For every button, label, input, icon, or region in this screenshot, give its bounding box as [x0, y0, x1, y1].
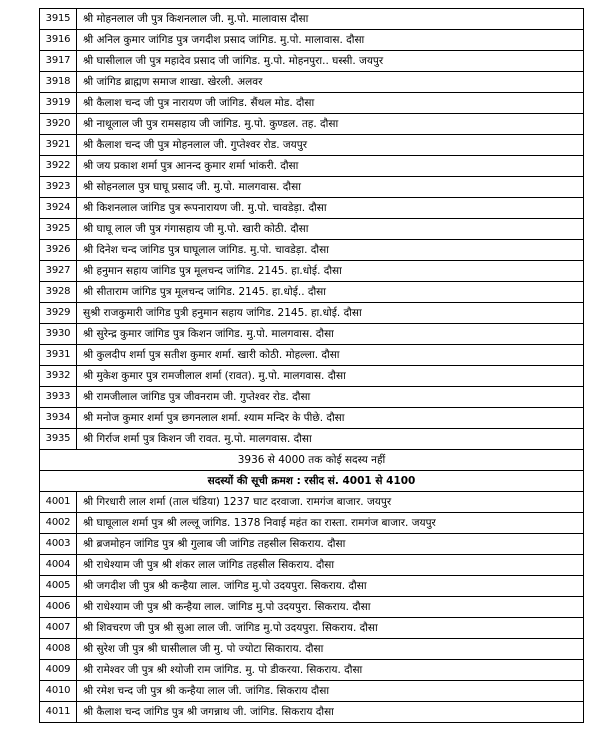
- receipt-number: 4010: [40, 681, 77, 702]
- table-row: [40, 30, 584, 51]
- table-row: [40, 282, 584, 303]
- table-row: [40, 576, 584, 597]
- member-details: श्री रमेश चन्द जी पुत्र श्री कन्हैया लाल जी. जांगिड. सिकराय दौसा: [77, 681, 584, 702]
- table-row: [40, 534, 584, 555]
- table-row: [40, 366, 584, 387]
- receipt-number: 3922: [40, 156, 77, 177]
- member-details: श्री मुकेश कुमार पुत्र रामजीलाल शर्मा (रावत). मु.पो. मालगवास. दौसा: [77, 366, 584, 387]
- member-details: श्री शिवचरण जी पुत्र श्री सुआ लाल जी. जांगिड मु.पो उदयपुरा. सिकराय. दौसा: [77, 618, 584, 639]
- member-details: श्री घासीलाल जी पुत्र महादेव प्रसाद जी जांगिड. मु.पो. मोहनपुरा.. घस्सी. जयपुर: [77, 51, 584, 72]
- receipt-number: 3935: [40, 429, 77, 450]
- note-row: [40, 450, 584, 471]
- table-row: [40, 135, 584, 156]
- table-row: [40, 198, 584, 219]
- member-details: श्री गिर्राज शर्मा पुत्र किशन जी रावत. मु.पो. मालगवास. दौसा: [77, 429, 584, 450]
- table-row: [40, 9, 584, 30]
- table-row: [40, 681, 584, 702]
- member-details: श्री राधेश्याम जी पुत्र श्री कन्हैया लाल. जांगिड मु.पो उदयपुरा. सिकराय. दौसा: [77, 597, 584, 618]
- table-row: [40, 177, 584, 198]
- member-details: श्री जांगिड ब्राह्मण समाज शाखा. खेरली. अलवर: [77, 72, 584, 93]
- note-no-members: 3936 से 4000 तक कोई सदस्य नहीं: [40, 450, 584, 471]
- table-row: [40, 219, 584, 240]
- receipt-number: 3934: [40, 408, 77, 429]
- table-row: [40, 240, 584, 261]
- member-details: श्री सोहनलाल पुत्र घाघू प्रसाद जी. मु.पो. मालगवास. दौसा: [77, 177, 584, 198]
- table-row: [40, 513, 584, 534]
- member-details: श्री राधेश्याम जी पुत्र श्री शंकर लाल जांगिड तहसील सिकराय. दौसा: [77, 555, 584, 576]
- member-details: श्री रामेश्वर जी पुत्र श्री श्योजी राम जांगिड. मु. पो डीकरया. सिकराय. दौसा: [77, 660, 584, 681]
- receipt-number: 3917: [40, 51, 77, 72]
- section-heading: सदस्यों की सूची क्रमश : रसीद सं. 4001 से 4100: [40, 471, 584, 492]
- table-row: [40, 702, 584, 723]
- receipt-number: 3932: [40, 366, 77, 387]
- receipt-number: 4005: [40, 576, 77, 597]
- member-details: श्री सुरेन्द्र कुमार जांगिड पुत्र किशन जांगिड. मु.पो. मालगवास. दौसा: [77, 324, 584, 345]
- receipt-number: 3915: [40, 9, 77, 30]
- member-details: श्री सीताराम जांगिड पुत्र मूलचन्द जांगिड. 2145. हा.धोई.. दौसा: [77, 282, 584, 303]
- receipt-number: 4009: [40, 660, 77, 681]
- table-row: [40, 72, 584, 93]
- receipt-number: 3924: [40, 198, 77, 219]
- receipt-number: 4007: [40, 618, 77, 639]
- receipt-number: 3933: [40, 387, 77, 408]
- receipt-number: 4008: [40, 639, 77, 660]
- member-details: श्री जय प्रकाश शर्मा पुत्र आनन्द कुमार शर्मा भांकरी. दौसा: [77, 156, 584, 177]
- table-row: [40, 555, 584, 576]
- table-row: [40, 618, 584, 639]
- member-details: श्री कुलदीप शर्मा पुत्र सतीश कुमार शर्मा. खारी कोठी. मोहल्ला. दौसा: [77, 345, 584, 366]
- member-details: सुश्री राजकुमारी जांगिड पुत्री हनुमान सहाय जांगिड. 2145. हा.धोई. दौसा: [77, 303, 584, 324]
- receipt-number: 3930: [40, 324, 77, 345]
- member-details: श्री दिनेश चन्द जांगिड पुत्र घाघूलाल जांगिड. मु.पो. चावडेड़ा. दौसा: [77, 240, 584, 261]
- member-list-page: [39, 8, 583, 723]
- receipt-number: 3928: [40, 282, 77, 303]
- table-row: [40, 660, 584, 681]
- receipt-number: 3926: [40, 240, 77, 261]
- table-row: [40, 156, 584, 177]
- member-details: श्री अनिल कुमार जांगिड पुत्र जगदीश प्रसाद जांगिड. मु.पो. मालावास. दौसा: [77, 30, 584, 51]
- member-details: श्री जगदीश जी पुत्र श्री कन्हैया लाल. जांगिड मु.पो उदयपुरा. सिकराय. दौसा: [77, 576, 584, 597]
- member-details: श्री कैलाश चन्द जी पुत्र नारायण जी जांगिड. सैंथल मोड. दौसा: [77, 93, 584, 114]
- receipt-number: 4001: [40, 492, 77, 513]
- section-heading-row: [40, 471, 584, 492]
- table-row: [40, 261, 584, 282]
- receipt-number: 3920: [40, 114, 77, 135]
- table-row: [40, 114, 584, 135]
- member-details: श्री मनोज कुमार शर्मा पुत्र छगनलाल शर्मा. श्याम मन्दिर के पीछे. दौसा: [77, 408, 584, 429]
- table-row: [40, 429, 584, 450]
- table-row: [40, 597, 584, 618]
- table-row: [40, 303, 584, 324]
- receipt-number: 3927: [40, 261, 77, 282]
- member-details: श्री घाघूलाल शर्मा पुत्र श्री लल्लू जांगिड. 1378 निवाई महंत का रास्ता. रामगंज बाजार. जयपुर: [77, 513, 584, 534]
- table-row: [40, 387, 584, 408]
- table-row: [40, 93, 584, 114]
- member-rows-3915-3935: [40, 9, 584, 450]
- member-details: श्री किशनलाल जांगिड पुत्र रूपनारायण जी. मु.पो. चावडेड़ा. दौसा: [77, 198, 584, 219]
- member-details: श्री रामजीलाल जांगिड पुत्र जीवनराम जी. गुप्तेश्वर रोड. दौसा: [77, 387, 584, 408]
- table-row: [40, 51, 584, 72]
- receipt-number: 3929: [40, 303, 77, 324]
- member-list-table: [39, 8, 584, 723]
- table-row: [40, 408, 584, 429]
- receipt-number: 3923: [40, 177, 77, 198]
- receipt-number: 3931: [40, 345, 77, 366]
- receipt-number: 4006: [40, 597, 77, 618]
- table-row: [40, 324, 584, 345]
- member-details: श्री गिरधारी लाल शर्मा (ताल चंडिया) 1237 घाट दरवाजा. रामगंज बाजार. जयपुर: [77, 492, 584, 513]
- member-details: श्री हनुमान सहाय जांगिड पुत्र मूलचन्द जांगिड. 2145. हा.धोई. दौसा: [77, 261, 584, 282]
- receipt-number: 4003: [40, 534, 77, 555]
- table-row: [40, 345, 584, 366]
- receipt-number: 3916: [40, 30, 77, 51]
- member-details: श्री कैलाश चन्द जी पुत्र मोहनलाल जी. गुप्तेश्वर रोड. जयपुर: [77, 135, 584, 156]
- receipt-number: 4004: [40, 555, 77, 576]
- member-details: श्री नाथूलाल जी पुत्र रामसहाय जी जांगिड. मु.पो. कुण्डल. तह. दौसा: [77, 114, 584, 135]
- member-details: श्री मोहनलाल जी पुत्र किशनलाल जी. मु.पो. मालावास दौसा: [77, 9, 584, 30]
- receipt-number: 4011: [40, 702, 77, 723]
- receipt-number: 3921: [40, 135, 77, 156]
- member-details: श्री ब्रजमोहन जांगिड पुत्र श्री गुलाब जी जांगिड तहसील सिकराय. दौसा: [77, 534, 584, 555]
- receipt-number: 4002: [40, 513, 77, 534]
- receipt-number: 3925: [40, 219, 77, 240]
- note-block: [40, 450, 584, 492]
- receipt-number: 3919: [40, 93, 77, 114]
- receipt-number: 3918: [40, 72, 77, 93]
- table-row: [40, 639, 584, 660]
- member-details: श्री कैलाश चन्द जांगिड पुत्र श्री जगन्नाथ जी. जांगिड. सिकराय दौसा: [77, 702, 584, 723]
- member-details: श्री घाघू लाल जी पुत्र गंगासहाय जी मु.पो. खारी कोठी. दौसा: [77, 219, 584, 240]
- member-details: श्री सुरेश जी पुत्र श्री घासीलाल जी मु. पो ज्योटा सिकाराय. दौसा: [77, 639, 584, 660]
- member-rows-4001-4011: [40, 492, 584, 723]
- table-row: [40, 492, 584, 513]
